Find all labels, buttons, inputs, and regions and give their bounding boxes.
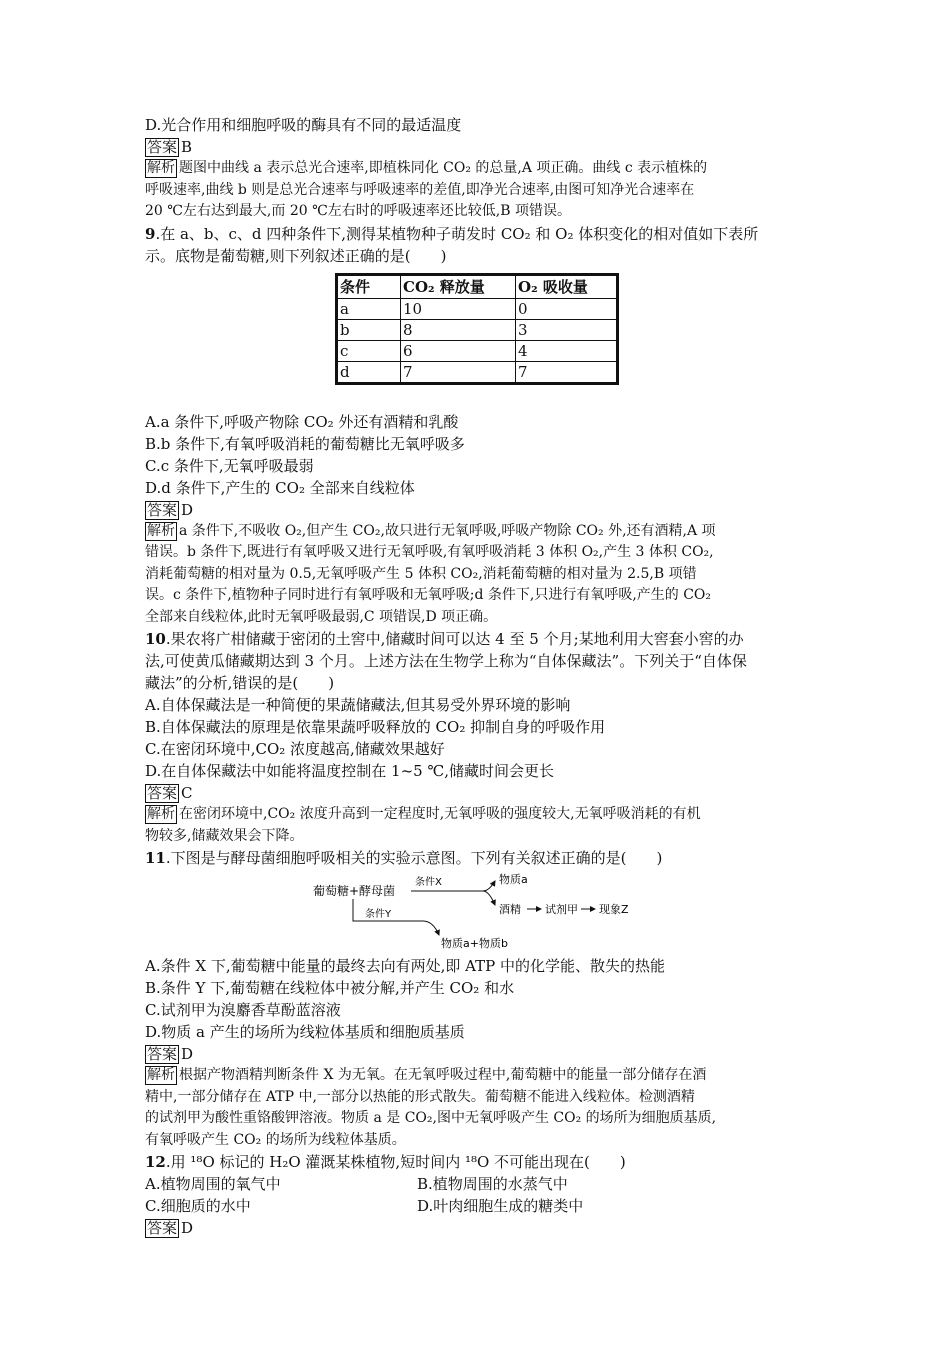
document-page bbox=[145, 114, 810, 1239]
condition-y-label: 条件Y bbox=[365, 909, 392, 920]
q11-option-c: C.试剂甲为溴麝香草酚蓝溶液 bbox=[145, 1001, 341, 1019]
q11-stem: 11.下图是与酵母菌细胞呼吸相关的实验示意图。下列有关叙述正确的是( ) bbox=[145, 849, 663, 867]
q12-option-a: A.植物周围的氧气中 bbox=[145, 1175, 281, 1193]
q10-option-d: D.在自体保藏法中如能将温度控制在 1~5 ℃,储藏时间会更长 bbox=[145, 762, 555, 780]
question-number: 11 bbox=[145, 849, 166, 867]
alcohol-label: 酒精 bbox=[499, 903, 521, 916]
phenomenon-label: 现象Z bbox=[599, 903, 629, 916]
q8-option-d: D.光合作用和细胞呼吸的酶具有不同的最适温度 bbox=[145, 116, 462, 134]
q11-option-b: B.条件 Y 下,葡萄糖在线粒体中被分解,并产生 CO₂ 和水 bbox=[145, 979, 515, 997]
q9-data-table bbox=[335, 273, 619, 385]
table-row: c 6 4 bbox=[337, 340, 618, 361]
q10-explanation-1: 解析 在密闭环境中,CO₂ 浓度升高到一定程度时,无氧呼吸的强度较大,无氧呼吸消耗的有机 bbox=[147, 806, 701, 822]
answer-tag: 答案 bbox=[147, 500, 178, 519]
arrow-to-a bbox=[483, 881, 495, 891]
q12-option-d: D.叶肉细胞生成的糖类中 bbox=[417, 1197, 584, 1215]
q9-stem-2: 示。底物是葡萄糖,则下列叙述正确的是( ) bbox=[145, 246, 447, 265]
q9-explanation-4: 误。c 条件下,植物种子同时进行有氧呼吸和无氧呼吸;d 条件下,只进行有氧呼吸,产生的 CO₂ bbox=[145, 587, 712, 603]
q9-option-a: A.a 条件下,呼吸产物除 CO₂ 外还有酒精和乳酸 bbox=[145, 412, 459, 431]
q12-option-b: B.植物周围的水蒸气中 bbox=[417, 1175, 568, 1193]
answer-tag: 答案 bbox=[147, 1045, 178, 1063]
answer-tag: 答案 bbox=[147, 1219, 178, 1237]
q9-explanation-3: 消耗葡萄糖的相对量为 0.5,无氧呼吸产生 5 体积 CO₂,消耗葡萄糖的相对量为 2.5,B 项错 bbox=[145, 565, 697, 582]
q12-stem: 12.用 ¹⁸O 标记的 H₂O 灌溉某株植物,短时间内 ¹⁸O 不可能出现在( ) bbox=[145, 1153, 626, 1171]
answer-tag: 答案 bbox=[147, 784, 178, 802]
q9-explanation-2: 错误。b 条件下,既进行有氧呼吸又进行无氧呼吸,有氧呼吸消耗 3 体积 O₂,产生 3 体积 CO₂, bbox=[145, 544, 714, 560]
product-ab-label: 物质a+物质b bbox=[441, 937, 508, 949]
explanation-tag: 解析 bbox=[147, 806, 175, 822]
q8-explanation-3: 20 ℃左右达到最大,而 20 ℃左右时的呼吸速率还比较低,B 项错误。 bbox=[145, 203, 571, 219]
q11-option-a: A.条件 X 下,葡萄糖中能量的最终去向有两处,即 ATP 中的化学能、散失的热能 bbox=[145, 957, 666, 975]
q9-option-b: B.b 条件下,有氧呼吸消耗的葡萄糖比无氧呼吸多 bbox=[145, 434, 465, 453]
q10-answer: 答案 C bbox=[147, 784, 193, 802]
q12-answer: 答案 D bbox=[147, 1219, 194, 1237]
explanation-tag: 解析 bbox=[147, 522, 175, 539]
q12-options-row-1 bbox=[145, 1173, 810, 1195]
q9-explanation-5: 全部来自线粒体,此时无氧呼吸最弱,C 项错误,D 项正确。 bbox=[145, 608, 498, 625]
question-number: 12 bbox=[145, 1153, 166, 1171]
q10-option-b: B.自体保藏法的原理是依靠果蔬呼吸释放的 CO₂ 抑制自身的呼吸作用 bbox=[145, 718, 606, 736]
explanation-tag: 解析 bbox=[147, 1067, 175, 1083]
q11-flow-diagram bbox=[313, 873, 810, 953]
q8-answer: 答案 B bbox=[147, 138, 193, 156]
q11-explanation-1: 解析 根据产物酒精判断条件 X 为无氧。在无氧呼吸过程中,葡萄糖中的能量一部分储存在酒 bbox=[147, 1067, 707, 1083]
table-header-row bbox=[337, 274, 618, 298]
q12-options-row-2 bbox=[145, 1195, 810, 1217]
table-row: b 8 3 bbox=[337, 319, 618, 340]
q11-explanation-3: 的试剂甲为酸性重铬酸钾溶液。物质 a 是 CO₂,图中无氧呼吸产生 CO₂ 的场所为细胞质基质, bbox=[145, 1110, 717, 1126]
q11-explanation-2: 精中,一部分储存在 ATP 中,一部分以热能的形式散失。葡萄糖不能进入线粒体。检测酒精 bbox=[145, 1088, 695, 1105]
question-number: 10 bbox=[145, 630, 166, 648]
header-co2: CO₂ 释放量 bbox=[401, 274, 516, 298]
answer-tag: 答案 bbox=[147, 138, 178, 156]
q9-option-d: D.d 条件下,产生的 CO₂ 全部来自线粒体 bbox=[145, 478, 415, 497]
q11-answer: 答案 D bbox=[147, 1045, 194, 1063]
q8-explanation-1: 解析 题图中曲线 a 表示总光合速率,即植株同化 CO₂ 的总量,A 项正确。曲线 c 表示植株的 bbox=[147, 160, 708, 176]
q9-option-c: C.c 条件下,无氧呼吸最弱 bbox=[145, 456, 314, 475]
reagent-label: 试剂甲 bbox=[545, 903, 578, 916]
q10-option-a: A.自体保藏法是一种简便的果蔬储藏法,但其易受外界环境的影响 bbox=[145, 696, 571, 714]
q9-table-wrapper bbox=[335, 273, 810, 385]
header-condition: 条件 bbox=[337, 274, 401, 298]
q9-stem-1: 9.在 a、b、c、d 四种条件下,测得某植物种子萌发时 CO₂ 和 O₂ 体积变化的相对值如下表所 bbox=[145, 224, 759, 243]
q12-option-c: C.细胞质的水中 bbox=[145, 1197, 251, 1215]
condition-x-label: 条件X bbox=[415, 877, 442, 888]
arrow-to-alcohol bbox=[483, 891, 495, 905]
product-a-label: 物质a bbox=[499, 873, 528, 886]
q10-stem-2: 法,可使黄瓜储藏期达到 3 个月。上述方法在生物学上称为“自体保藏法”。下列关于“自体保 bbox=[145, 652, 747, 670]
explanation-tag: 解析 bbox=[147, 160, 175, 176]
header-o2: O₂ 吸收量 bbox=[516, 274, 618, 298]
q11-explanation-4: 有氧呼吸产生 CO₂ 的场所为线粒体基质。 bbox=[145, 1131, 406, 1148]
flow-diagram-svg bbox=[313, 873, 653, 949]
table-row: a 10 0 bbox=[337, 298, 618, 319]
q11-option-d: D.物质 a 产生的场所为线粒体基质和细胞质基质 bbox=[145, 1023, 465, 1041]
diagram-start-label: 葡萄糖+酵母菌 bbox=[313, 884, 396, 898]
q10-stem-3: 藏法”的分析,错误的是( ) bbox=[145, 674, 335, 692]
q10-explanation-2: 物较多,储藏效果会下降。 bbox=[145, 827, 304, 844]
q9-explanation-1: 解析 a 条件下,不吸收 O₂,但产生 CO₂,故只进行无氧呼吸,呼吸产物除 CO₂ 外,还有酒精,A 项 bbox=[147, 522, 716, 539]
q10-stem-1: 10.果农将广柑储藏于密闭的土窖中,储藏时间可以达 4 至 5 个月;某地利用大窖套小窖的办 bbox=[145, 630, 744, 648]
q8-explanation-2: 呼吸速率,曲线 b 则是总光合速率与呼吸速率的差值,即净光合速率,由图可知净光合速率在 bbox=[145, 181, 695, 198]
q9-answer: 答案 D bbox=[147, 500, 194, 519]
q10-option-c: C.在密闭环境中,CO₂ 浓度越高,储藏效果越好 bbox=[145, 740, 445, 758]
table-row: d 7 7 bbox=[337, 361, 618, 383]
question-number: 9 bbox=[145, 224, 156, 243]
